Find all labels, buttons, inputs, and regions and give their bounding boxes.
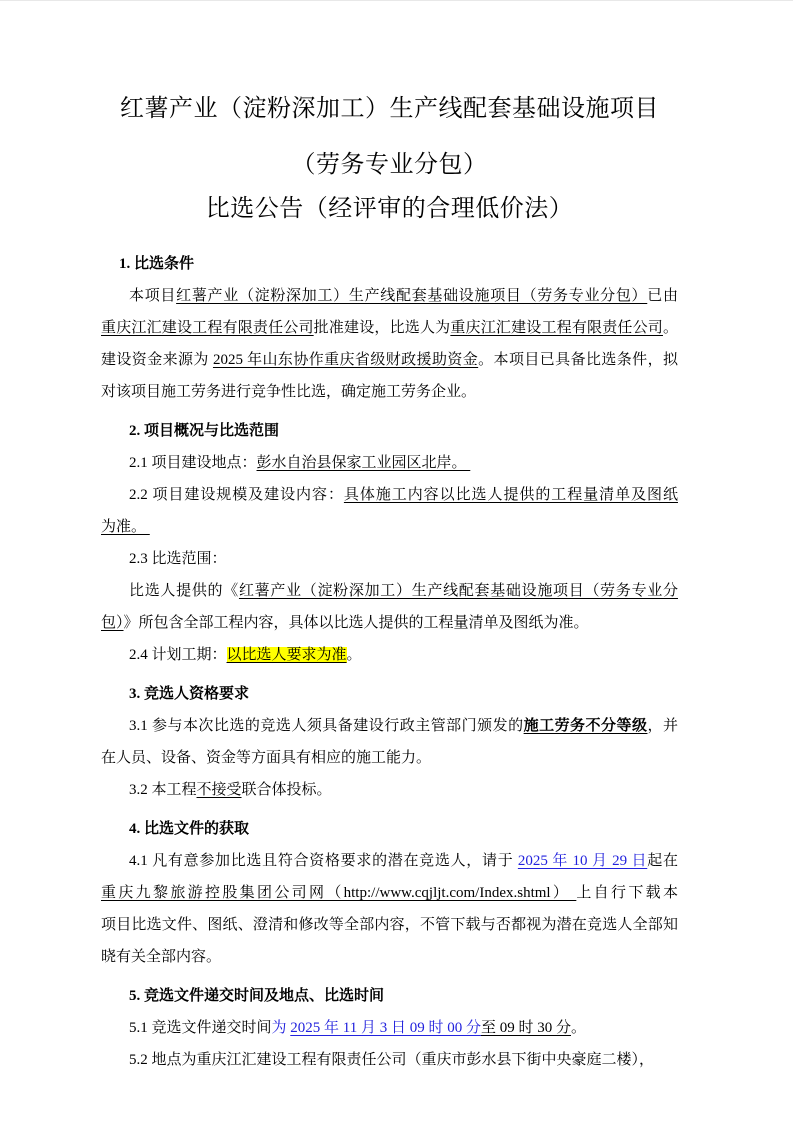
text-run: 3. 竞选人资格要求: [129, 686, 250, 702]
section-heading: [101, 248, 678, 280]
doc-line: [101, 742, 678, 774]
doc-line: [101, 941, 678, 973]
text-run: 重庆江汇建设工程有限责任公司: [450, 320, 663, 336]
text-run: ，并: [647, 718, 678, 734]
section-heading: [101, 980, 678, 1012]
doc-line: [101, 845, 678, 877]
text-run: 2.4 计划工期：: [129, 647, 227, 663]
text-run: 2.3 比选范围：: [129, 551, 227, 567]
link-text: 2025 年 11 月 3 日 09 时 00 分: [290, 1020, 481, 1036]
text-run: 红薯产业（淀粉深加工）生产线配套基础设施项目（劳务专业分: [238, 583, 678, 599]
doc-title-line-1: 红薯产业（淀粉深加工）生产线配套基础设施项目: [120, 96, 659, 122]
text-run: 1. 比选条件: [119, 256, 195, 272]
text-run: 3.1 参与本次比选的竞选人须具备建设行政主管部门颁发的: [129, 718, 524, 734]
link-text: 2025 年 10 月 29 日: [517, 853, 648, 869]
text-run: 比选人提供的《: [129, 583, 239, 599]
text-run: 2.1 项目建设地点：: [129, 455, 257, 471]
doc-line: [101, 575, 678, 607]
text-run: 》所包含全部工程内容，具体以比选人提供的工程量清单及图纸为准。: [123, 615, 589, 631]
document-body: [101, 248, 678, 1076]
text-run: 施工劳务不分等级: [523, 718, 648, 734]
text-run: 为准。: [101, 519, 150, 535]
doc-title-line-2: （劳务专业分包）: [291, 152, 488, 178]
doc-line: [101, 312, 678, 344]
text-run: 晓有关全部内容。: [101, 949, 222, 965]
text-run: 项目比选文件、图纸、澄清和修改等全部内容，不管下载与否都视为潜在竞选人全部知: [101, 917, 678, 933]
text-run: 对该项目施工劳务进行竞争性比选，确定施工劳务企业。: [101, 384, 477, 400]
doc-line: [101, 479, 678, 511]
text-run: 重庆九黎旅游控股集团公司网（http://www.cqjljt.com/Index.shtml）: [101, 885, 577, 901]
text-run: 4.1 凡有意参加比选且符合资格要求的潜在竞选人，请于: [129, 853, 518, 869]
text-run: 具体施工内容以比选人提供的工程量清单及图纸: [343, 487, 678, 503]
text-run: 。本项目已具备比选条件，拟: [478, 352, 678, 368]
highlighted-text: 以比选人要求为准: [226, 647, 347, 663]
text-run: 上自行下载本: [576, 885, 678, 901]
doc-line: [101, 1012, 678, 1044]
text-run: 。: [571, 1020, 587, 1036]
text-run: 联合体投标。: [241, 782, 332, 798]
text-run: 不接受: [196, 782, 242, 798]
doc-line: [101, 909, 678, 941]
section-heading: [101, 678, 678, 710]
doc-line: [101, 543, 678, 575]
doc-line: [101, 639, 678, 671]
document-content: [101, 1, 678, 1076]
doc-line: [101, 877, 678, 909]
doc-line: [101, 710, 678, 742]
doc-line: [101, 280, 678, 312]
text-run: 3.2 本工程: [129, 782, 197, 798]
text-run: 彭水自治县保家工业园区北岸。: [256, 455, 471, 471]
doc-line: [101, 447, 678, 479]
document-title: [101, 1, 678, 224]
text-run: 重庆江汇建设工程有限责任公司: [101, 320, 314, 336]
doc-line: [101, 774, 678, 806]
doc-line: [101, 607, 678, 639]
text-run: 起在: [647, 853, 678, 869]
text-run: 批准建设，比选人为: [313, 320, 451, 336]
text-run: 建设资金来源为: [101, 352, 213, 368]
text-run: 在人员、设备、资金等方面具有相应的施工能力。: [101, 750, 432, 766]
text-run: 。: [662, 320, 678, 336]
text-run: 2. 项目概况与比选范围: [129, 423, 280, 439]
doc-line: [101, 1044, 678, 1076]
text-run: 4. 比选文件的获取: [129, 821, 250, 837]
doc-title-line-3: 比选公告（经评审的合理低价法）: [205, 196, 574, 222]
text-run: 2025 年山东协作重庆省级财政援助资金: [212, 352, 479, 368]
text-run: 已由: [647, 288, 678, 304]
text-run: 5. 竞选文件递交时间及地点、比选时间: [129, 988, 385, 1004]
text-run: 2.2 项目建设规模及建设内容：: [129, 487, 344, 503]
link-text: 为: [271, 1020, 287, 1036]
doc-line: [101, 376, 678, 408]
text-run: 5.2 地点为重庆江汇建设工程有限责任公司（重庆市彭水县下街中央豪庭二楼），: [129, 1052, 655, 1068]
text-run: 至 09 时 30 分: [480, 1020, 571, 1036]
text-run: 。: [346, 647, 362, 663]
section-heading: [101, 415, 678, 447]
section-heading: [101, 813, 678, 845]
doc-line: [101, 344, 678, 376]
doc-line: [101, 511, 678, 543]
text-run: 包）: [101, 615, 124, 631]
text-run: 红薯产业（淀粉深加工）生产线配套基础设施项目（劳务专业分包）: [176, 288, 648, 304]
text-run: 本项目: [129, 288, 177, 304]
text-run: 5.1 竞选文件递交时间: [129, 1020, 272, 1036]
